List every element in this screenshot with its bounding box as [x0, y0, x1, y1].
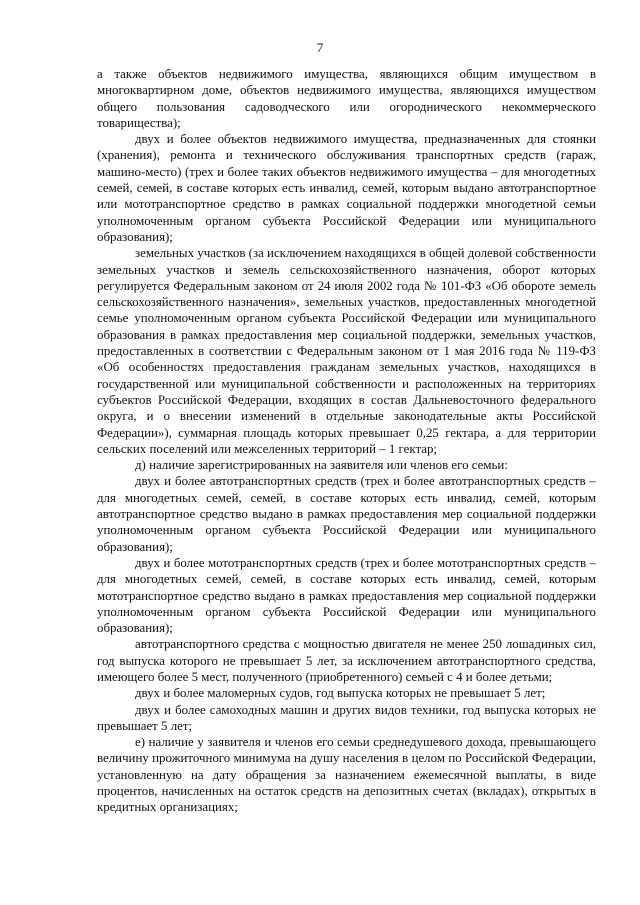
paragraph-land-plots: земельных участков (за исключением находящихся в общей долевой собственности земельных участков и земель сельскохозяйственного назначения, оборот которых регулируется Федеральным законом от 24 июля 2002 года № 101-ФЗ «Об обороте земель сельскохозяйственного назначения», земельных участков, предоставленных многодетной семье уполномоченным органом субъекта Российской Федерации или муниципального образования в рамках предоставления мер социальной поддержки, земельных участков, предоставленных в соответствии с Федеральным законом от 1 мая 2016 года № 119-ФЗ «Об особенностях предоставления гражданам земельных участков, находящихся в государственной или муниципальной собственности и расположенных на территориях субъектов Российской Федерации, входящих в состав Дальневосточного федерального округа, и о внесении изменений в отдельные законодательные акты Российской Федерации»), суммарная площадь которых превышает 0,25 гектара, а для территории сельских поселений или межселенных территорий – 1 гектар; — [97, 246, 596, 456]
document-body — [97, 66, 596, 816]
paragraph-small-vessels: двух и более маломерных судов, год выпуска которых не превышает 5 лет; — [135, 686, 546, 701]
paragraph-deposit-income: е) наличие у заявителя и членов его семьи среднедушевого дохода, превышающего величину прожиточного минимума на душу населения в целом по Российской Федерации, установленную на дату обращения за назначением ежемесячной выплаты, в виде процентов, начисленных на остаток средств на депозитных счетах (вкладах), открытых в кредитных организациях; — [97, 735, 596, 815]
paragraph-high-power-vehicle: автотранспортного средства с мощностью двигателя не менее 250 лошадиных сил, год выпуска которого не превышает 5 лет, за исключением автотранспортного средства, имеющего более 5 мест, полученного (приобретенного) семьей с 4 и более детьми; — [97, 637, 596, 684]
page-number: 7 — [316, 40, 324, 55]
paragraph-motorcycles: двух и более мототранспортных средств (трех и более мототранспортных средств – для многодетных семей, семей, в составе которых есть инвалид, семей, которым мототранспортное средство выдано в рамках предоставления мер социальной поддержки уполномоченным органом субъекта Российской Федерации или муниципального образования); — [97, 555, 596, 636]
paragraph-garage-objects: двух и более объектов недвижимого имущества, предназначенных для стоянки (хранения), ремонта и технического обслуживания транспортных средств (гараж, машино-место) (трех и более таких объектов недвижимого имущества – для многодетных семей, семей, в составе которых есть инвалид, семей, которым выдано автотранспортное или мототранспортное средство в рамках социальной поддержки многодетной семьи уполномоченным органом субъекта Российской Федерации или муниципального образования); — [97, 132, 596, 244]
paragraph-common-property: а также объектов недвижимого имущества, являющихся общим имуществом в многоквартирном доме, объектов недвижимого имущества, являющихся имуществом общего пользования садоводческого или огороднического некоммерческого товарищества); — [97, 67, 596, 130]
paragraph-registered-vehicles-intro: д) наличие зарегистрированных на заявителя или членов его семьи: — [135, 458, 508, 473]
paragraph-self-propelled-machines: двух и более самоходных машин и других видов техники, год выпуска которых не превышает 5 лет; — [97, 702, 596, 733]
paragraph-motor-vehicles: двух и более автотранспортных средств (трех и более автотранспортных средств – для многодетных семей, семей, в составе которых есть инвалид, семей, которым автотранспортное средство выдано в рамках предоставления мер социальной поддержки уполномоченным органом субъекта Российской Федерации или муниципального образования); — [97, 474, 596, 554]
